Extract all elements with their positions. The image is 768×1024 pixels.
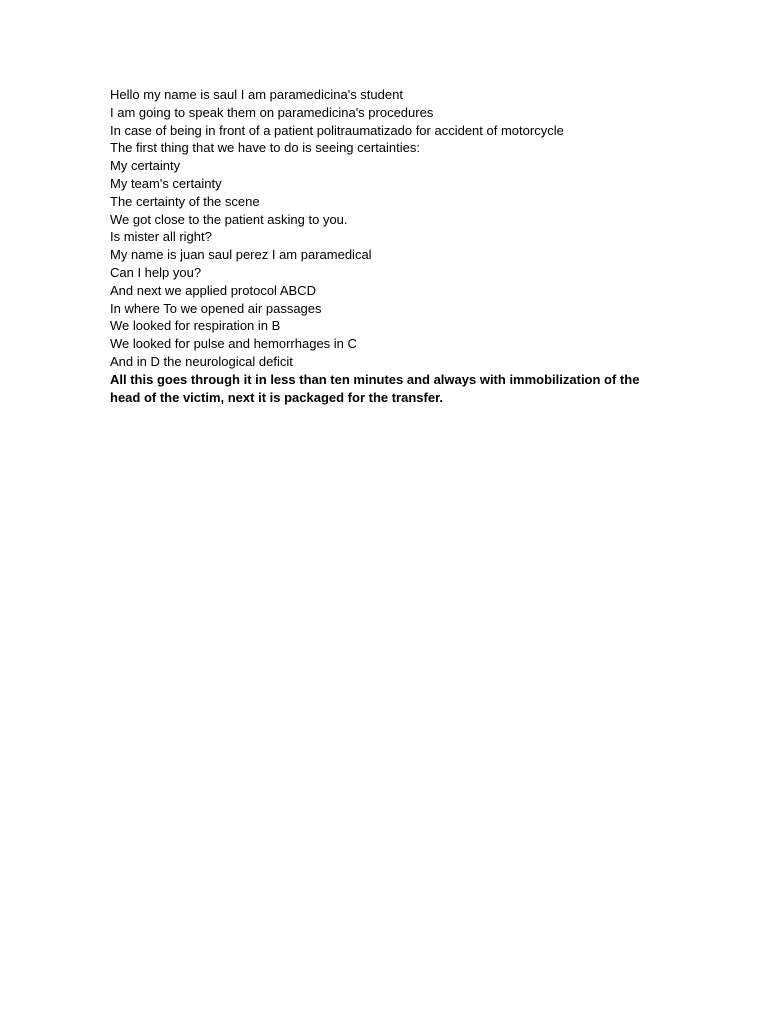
text-line: The first thing that we have to do is seeing certainties: bbox=[110, 140, 421, 156]
text-line: Hello my name is saul I am paramedicina's student bbox=[110, 87, 403, 102]
text-line: My certainty bbox=[110, 158, 181, 174]
text-line: We got close to the patient asking to you. bbox=[110, 211, 348, 227]
closing-paragraph: All this goes through it in less than ten minutes and always with immobilization of the head of the victim, next it is packaged for the transfer. bbox=[110, 371, 640, 406]
text-line: My name is juan saul perez I am paramedical bbox=[110, 247, 372, 263]
document-body bbox=[110, 86, 670, 408]
text-line: I am going to speak them on paramedicina's procedures bbox=[110, 104, 434, 120]
text-line: In case of being in front of a patient politraumatizado for accident of motorcycle bbox=[110, 122, 564, 138]
text-line: My team's certainty bbox=[110, 175, 222, 191]
text-line: Is mister all right? bbox=[110, 229, 212, 245]
text-line: We looked for pulse and hemorrhages in C bbox=[110, 336, 357, 352]
text-line: The certainty of the scene bbox=[110, 193, 260, 209]
text-line: Can I help you? bbox=[110, 264, 202, 280]
text-line: And next we applied protocol ABCD bbox=[110, 282, 316, 298]
text-line: We looked for respiration in B bbox=[110, 318, 281, 334]
text-line: In where To we opened air passages bbox=[110, 300, 322, 316]
text-line: And in D the neurological deficit bbox=[110, 353, 293, 369]
